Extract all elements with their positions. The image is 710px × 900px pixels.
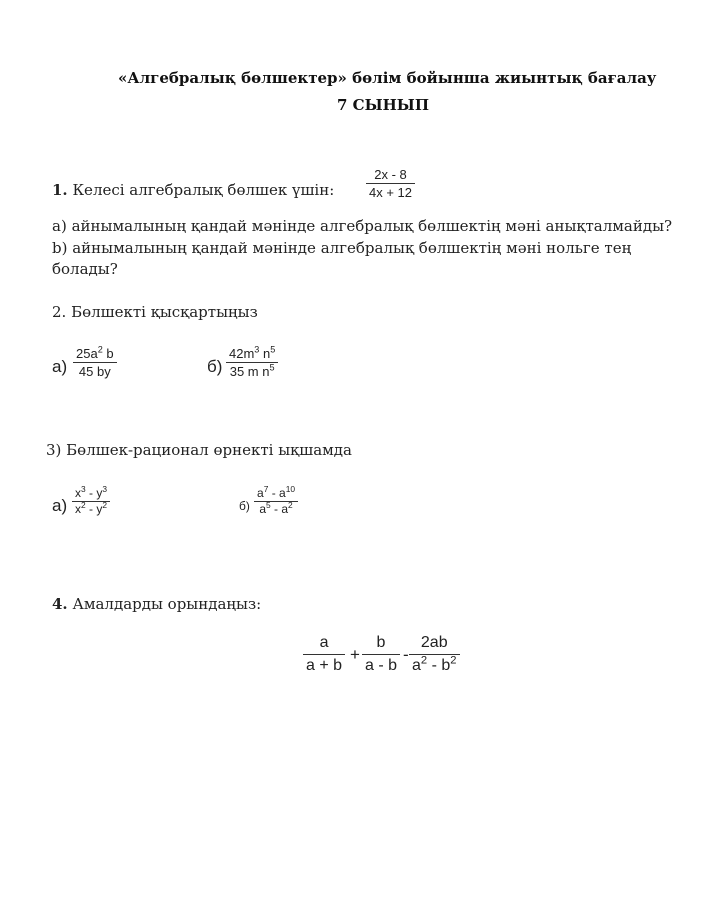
task3-b-den-a1: a	[259, 502, 267, 516]
grade-title: 7 СЫНЫП	[337, 96, 429, 114]
task3-a-den-x: x	[75, 502, 81, 516]
task2-b-den-base: 35 m n	[229, 364, 270, 379]
task3-b-label: б)	[239, 499, 250, 513]
task3-a-denominator	[72, 501, 110, 517]
task4-minus-operator: -	[403, 645, 409, 664]
task4-f3-den-b-exp: 2	[450, 654, 457, 667]
task1-part-a: а) айнымалының қандай мәнінде алгебралық бөлшектің мәні анықталмайды?	[52, 217, 673, 235]
task3-b-num-a2-exp: 10	[285, 484, 296, 494]
task4-f3-den-a: a	[412, 657, 421, 674]
task4-fraction-1	[303, 632, 345, 677]
task1-intro	[52, 180, 334, 201]
task1-fraction-denominator: 4x + 12	[366, 183, 415, 201]
task4-text: Амалдарды орындаңыз:	[72, 595, 262, 613]
task4-f3-denominator	[409, 654, 460, 677]
task3-b-den-a2: - a	[270, 502, 289, 516]
task4-plus-operator: +	[350, 645, 360, 664]
task2-b-num-exp2: 5	[270, 344, 276, 355]
task4-f1-numerator: a	[319, 634, 329, 651]
task2-a-label: а)	[52, 357, 68, 376]
task2-b-num-exp1: 3	[254, 344, 260, 355]
task2-b-num-base: 42m	[229, 346, 255, 361]
task2-a-numerator	[73, 345, 117, 362]
task1-number: 1.	[52, 181, 68, 199]
task3-b-fraction	[254, 486, 298, 517]
task4-intro	[52, 594, 261, 615]
task3-a-num-y-exp: 3	[102, 484, 108, 494]
task3-a-num-y: - y	[85, 486, 103, 500]
task4-f2-denominator: a - b	[362, 654, 400, 677]
task2-a-denominator: 45 by	[73, 362, 117, 380]
task2-a-fraction	[73, 345, 117, 380]
task4-fraction-2	[362, 632, 400, 677]
task2-a-num-exp: 2	[97, 344, 103, 355]
task2-b-num-mid: n	[259, 346, 271, 361]
task3-b-den-a1-exp: 5	[266, 500, 271, 510]
task2-b-den-exp: 5	[269, 362, 275, 373]
task3-a-num-x: x	[75, 486, 81, 500]
task2-heading: 2. Бөлшекті қысқартыңыз	[52, 303, 258, 321]
task4-f3-den-b: - b	[427, 657, 451, 674]
task3-a-num-x-exp: 3	[81, 484, 86, 494]
task2-b-numerator	[226, 345, 278, 362]
task3-b-numerator	[254, 486, 298, 501]
task3-b-num-a2: - a	[268, 486, 286, 500]
task1-text: Келесі алгебралық бөлшек үшін:	[72, 181, 335, 199]
document-title: «Алгебралық бөлшектер» бөлім бойынша жиынтық бағалау	[118, 69, 657, 87]
task3-b-num-a1: a	[257, 486, 264, 500]
task3-a-fraction	[72, 486, 110, 517]
task1-fraction	[366, 166, 415, 201]
task2-a-num-rest: b	[102, 346, 114, 361]
task4-f1-denominator: a + b	[303, 654, 345, 677]
task3-a-den-y-exp: 2	[102, 500, 108, 510]
task3-a-label: а)	[52, 496, 68, 515]
task2-a-num-base: 25a	[76, 346, 98, 361]
task1-part-b-line2: болады?	[52, 260, 118, 278]
task1-part-b-line1: b) айнымалының қандай мәнінде алгебралық бөлшектің мәні нольге тең	[52, 239, 632, 257]
task4-f3-den-a-exp: 2	[420, 654, 428, 667]
task3-a-numerator	[72, 486, 110, 501]
task3-a-den-y: - y	[85, 502, 103, 516]
task1-fraction-numerator: 2x - 8	[374, 167, 407, 182]
task4-number: 4.	[52, 595, 68, 613]
task4-f2-numerator: b	[376, 634, 386, 651]
task2-b-label: б)	[207, 357, 223, 376]
task2-b-fraction	[226, 345, 278, 380]
task4-fraction-3	[409, 632, 460, 677]
task3-b-den-a2-exp: 2	[288, 500, 293, 510]
task3-b-denominator	[254, 501, 298, 517]
task3-a-den-x-exp: 2	[81, 500, 86, 510]
task3-heading: 3) Бөлшек-рационал өрнекті ықшамда	[46, 441, 352, 459]
task2-b-denominator	[226, 362, 278, 380]
task3-b-num-a1-exp: 7	[263, 484, 269, 494]
task4-f3-numerator: 2ab	[420, 634, 448, 651]
